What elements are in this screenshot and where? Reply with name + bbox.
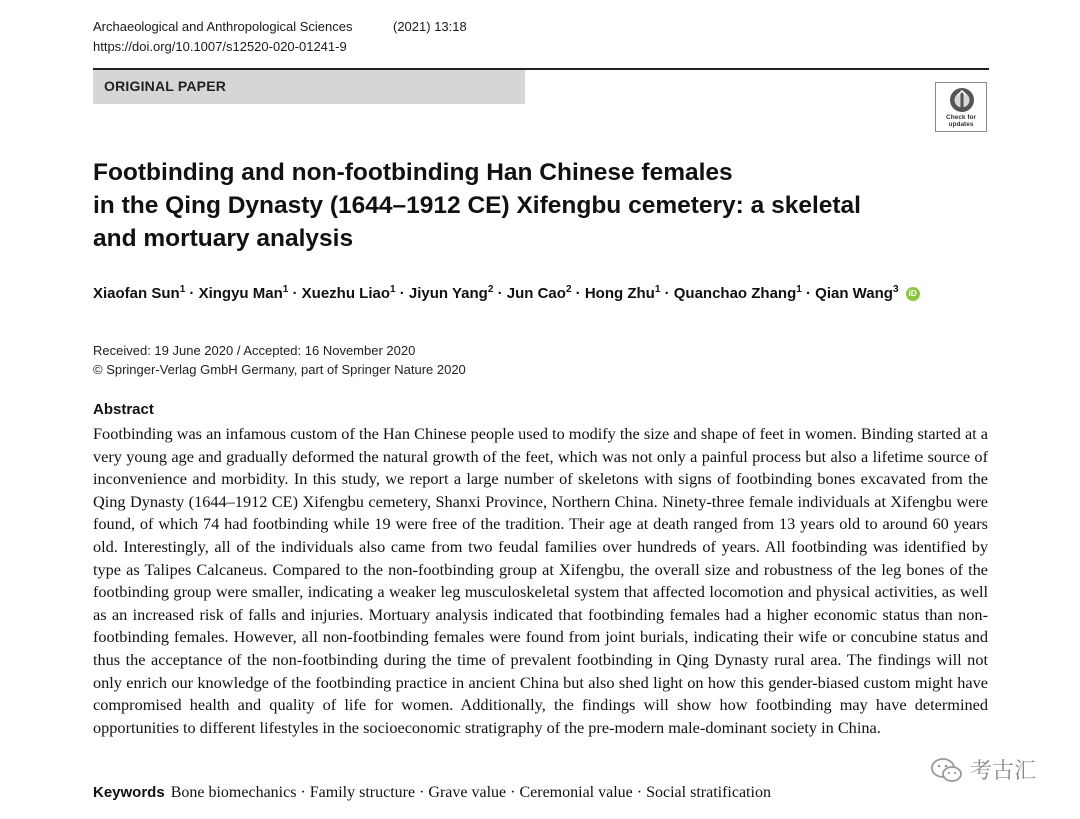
author[interactable]: Xiaofan Sun$^1$ (93, 284, 186, 302)
author[interactable]: Jun Cao$^2$ (506, 284, 572, 302)
orcid-icon[interactable]: iD (906, 287, 920, 301)
journal-header (93, 17, 467, 57)
check-for-updates-button[interactable] (935, 82, 987, 132)
author[interactable]: Quanchao Zhang$^1$ (673, 284, 802, 302)
abstract-heading: Abstract (93, 401, 154, 418)
article-type-label: ORIGINAL PAPER (104, 78, 227, 94)
journal-name: Archaeological and Anthropological Sciences (93, 19, 353, 34)
watermark-text: 考古汇 (970, 759, 1037, 784)
title-line: Footbinding and non-footbinding Han Chinese females (93, 159, 733, 186)
keywords (93, 784, 771, 802)
title-line: in the Qing Dynasty (1644–1912 CE) Xifengbu cemetery: a skeletal (93, 192, 861, 219)
doi-link[interactable]: https://doi.org/10.1007/s12520-020-01241-9 (93, 39, 347, 54)
watermark (930, 754, 1036, 785)
publication-dates (93, 341, 466, 379)
author-list: Xiaofan Sun$^1$ · Xingyu Man$^1$ · Xuezhu Liao$^1$ · Jiyun Yang$^2$ · Jun Cao$^2$ · Hong Zhu$^1$ · Quanchao Zhang$^1$ · Qian Wang$^3$ iD (93, 284, 920, 302)
author[interactable]: Xuezhu Liao$^1$ (301, 284, 396, 302)
author[interactable]: Qian Wang$^3$ (815, 284, 899, 302)
paper-title (93, 156, 913, 255)
check-updates-label: Check for updates (946, 114, 976, 128)
title-line: and mortuary analysis (93, 225, 354, 252)
author[interactable]: Xingyu Man$^1$ (198, 284, 289, 302)
article-type-badge (93, 70, 525, 104)
copyright: © Springer-Verlag GmbH Germany, part of Springer Nature 2020 (93, 362, 466, 377)
author[interactable]: Hong Zhu$^1$ (584, 284, 661, 302)
citation: (2021) 13:18 (393, 19, 467, 34)
wechat-icon (930, 756, 964, 784)
keywords-list: Bone biomechanics · Family structure · Grave value · Ceremonial value · Social stratification (170, 784, 771, 801)
received-accepted: Received: 19 June 2020 / Accepted: 16 November 2020 (93, 343, 416, 358)
author[interactable]: Jiyun Yang$^2$ (408, 284, 494, 302)
check-updates-icon (948, 86, 976, 114)
keywords-label: Keywords (93, 784, 165, 801)
abstract-text: Footbinding was an infamous custom of the Han Chinese people used to modify the size and shape of feet in women. Binding started at a very young age and gradually deformed the natural growth of the feet, which was not only a painful process but also a lifetime source of inconvenience and morbidity. In this study, we report a large number of skeletons with signs of footbinding bones excavated from the Qing Dynasty (1644–1912 CE) Xifengbu cemetery, Shanxi Province, Northern China. Ninety-three female individuals at Xifengbu were found, of which 74 had footbinding while 19 were free of the tradition. Their age at death ranged from 13 years old to around 60 years old. Interestingly, all of the individuals also came from two feudal families over hundreds of years. All footbinding was identified by type as Talipes Calcaneus. Compared to the non-footbinding group at Xifengbu, the overall size and robustness of the leg bones of the footbinding group were smaller, indicating a weaker leg musculoskeletal system that affected locomotion and physical activities, as well as an increased risk of falls and injuries. Mortuary analysis indicated that footbinding females had a higher economic status than non-footbinding females. However, all non-footbinding females were found from joint burials, indicating their wife or concubine status and thus the acceptance of the non-footbinding during the time of prevalent footbinding in Qing Dynasty rural area. The findings will not only enrich our knowledge of the footbinding practice in ancient China but also shed light on how this gender-biased custom might have compromised health and quality of life for women. Additionally, the findings will show how footbinding may have determined opportunities to different lifestyles in the socioeconomic stratigraphy of the pre-modern male-dominant society in China. (93, 424, 988, 737)
